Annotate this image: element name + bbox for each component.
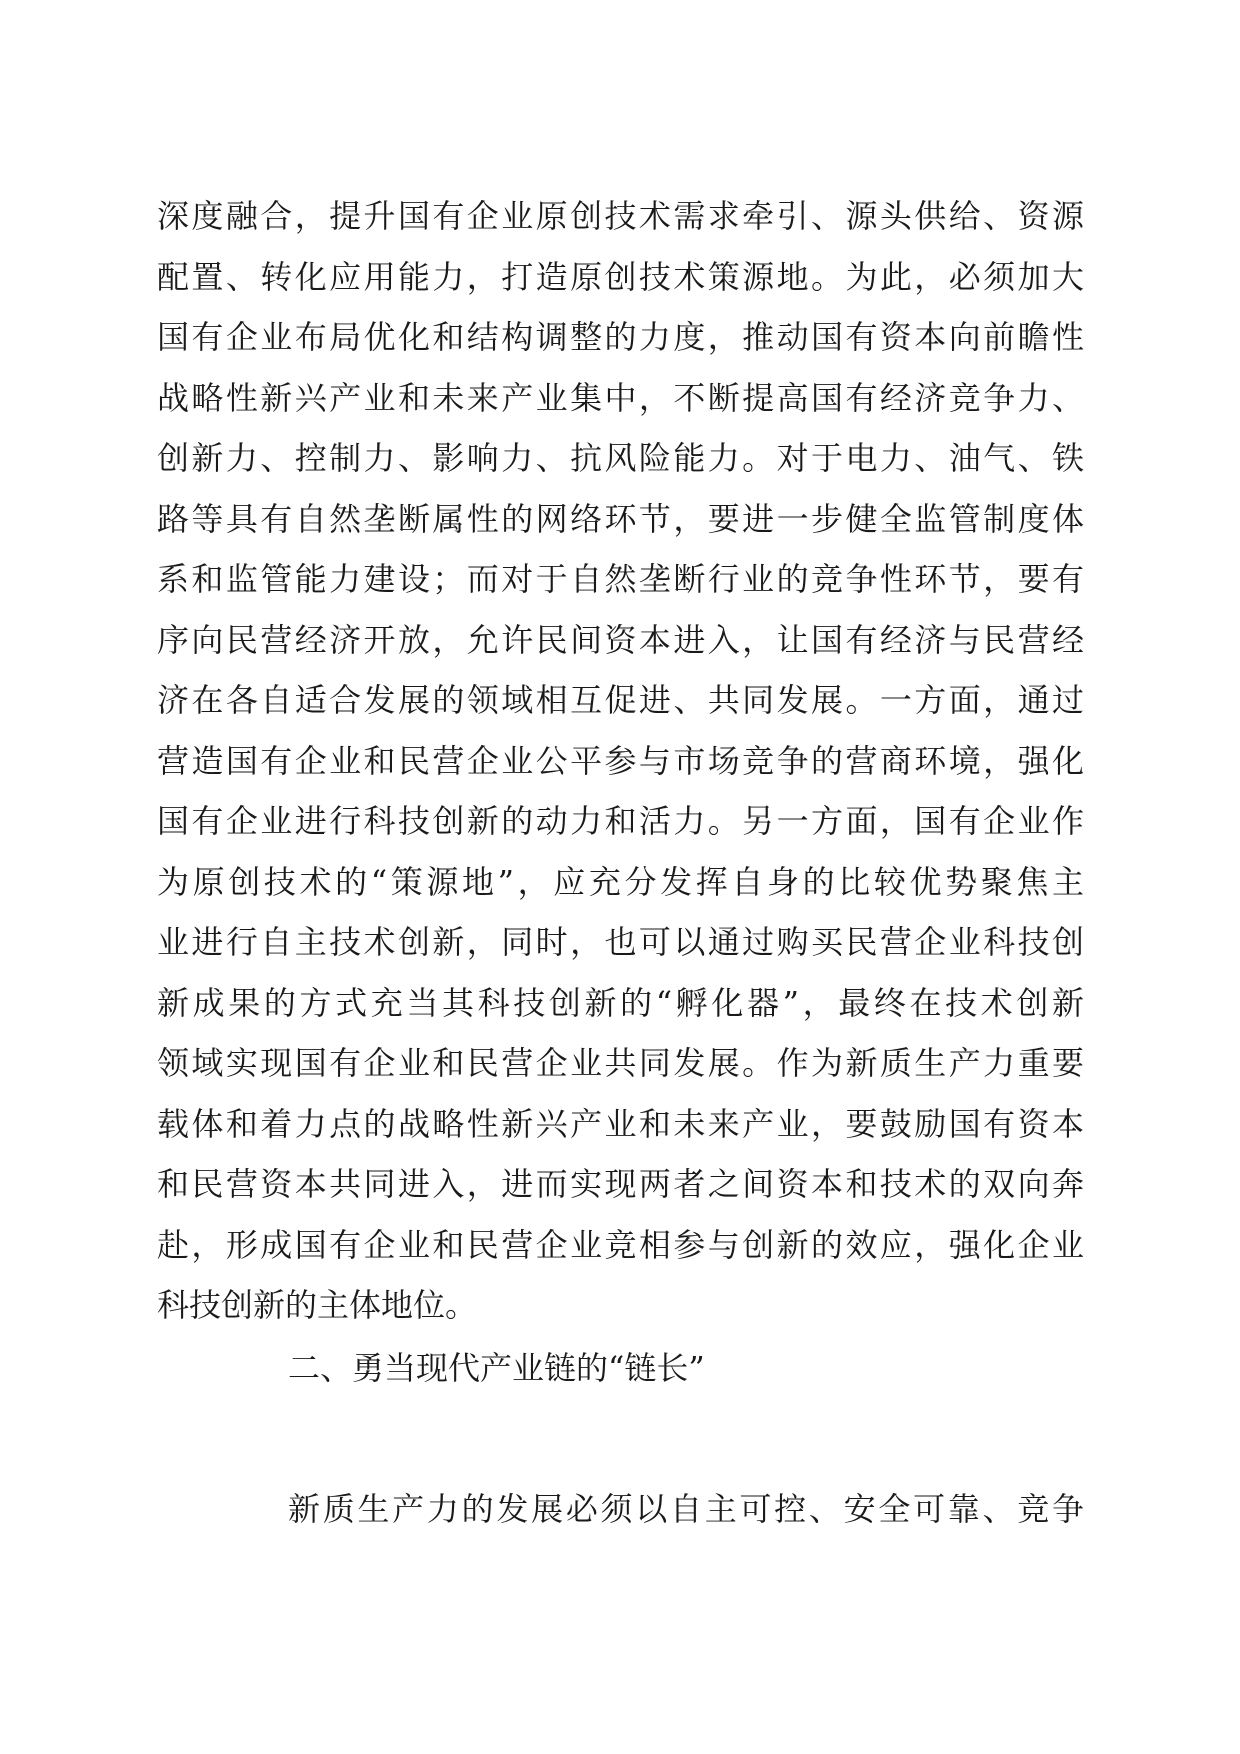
paragraph-line: 赴，形成国有企业和民营企业竞相参与创新的效应，强化企业 xyxy=(157,1225,1084,1264)
paragraph-line: 深度融合，提升国有企业原创技术需求牵引、源头供给、资源 xyxy=(157,197,1084,235)
paragraph-line: 济在各自适合发展的领域相互促进、共同发展。一方面，通过 xyxy=(157,681,1084,719)
paragraph-line: 国有企业布局优化和结构调整的力度，推动国有资本向前瞻性 xyxy=(157,318,1084,356)
section-heading: 二、勇当现代产业链的“链长” xyxy=(288,1349,705,1387)
paragraph-line: 序向民营经济开放，允许民间资本进入，让国有经济与民营经 xyxy=(157,620,1084,659)
paragraph-line: 业进行自主技术创新，同时，也可以通过购买民营企业科技创 xyxy=(157,923,1084,961)
body-paragraph xyxy=(157,186,1084,1336)
paragraph-line: 为原创技术的“策源地”，应充分发挥自身的比较优势聚焦主 xyxy=(157,862,1084,901)
paragraph-line: 载体和着力点的战略性新兴产业和未来产业，要鼓励国有资本 xyxy=(157,1104,1084,1143)
paragraph-line: 营造国有企业和民营企业公平参与市场竞争的营商环境，强化 xyxy=(157,741,1084,780)
paragraph-line: 新成果的方式充当其科技创新的“孵化器”，最终在技术创新 xyxy=(157,983,1084,1022)
paragraph-line: 系和监管能力建设；而对于自然垄断行业的竞争性环节，要有 xyxy=(157,560,1084,598)
paragraph-line: 配置、转化应用能力，打造原创技术策源地。为此，必须加大 xyxy=(157,257,1084,296)
paragraph-line: 和民营资本共同进入，进而实现两者之间资本和技术的双向奔 xyxy=(157,1165,1084,1203)
paragraph-line: 路等具有自然垄断属性的网络环节，要进一步健全监管制度体 xyxy=(157,499,1084,538)
paragraph-line: 领域实现国有企业和民营企业共同发展。作为新质生产力重要 xyxy=(157,1044,1084,1082)
next-paragraph-first-line: 新质生产力的发展必须以自主可控、安全可靠、竞争 xyxy=(288,1490,1084,1528)
paragraph-line: 创新力、控制力、影响力、抗风险能力。对于电力、油气、铁 xyxy=(157,439,1084,477)
paragraph-line: 科技创新的主体地位。 xyxy=(157,1286,478,1324)
paragraph-line: 战略性新兴产业和未来产业集中，不断提高国有经济竞争力、 xyxy=(157,378,1084,417)
paragraph-line: 国有企业进行科技创新的动力和活力。另一方面，国有企业作 xyxy=(157,802,1084,840)
